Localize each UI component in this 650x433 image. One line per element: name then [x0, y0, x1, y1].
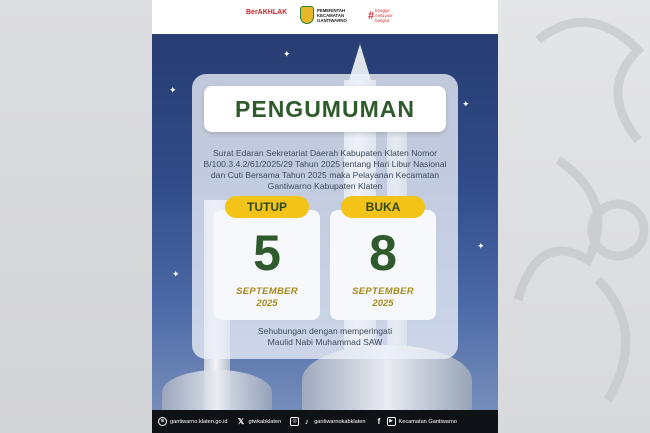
facebook-youtube-link[interactable]: f ▶ Kecamatan Gantiwarno: [375, 417, 457, 426]
kecamatan-logo: PEMERINTAH KECAMATAN GANTIWARNO: [300, 6, 347, 24]
tiktok-icon: ♪: [304, 416, 309, 426]
page-title: PENGUMUMAN: [235, 95, 415, 122]
hashtag-icon: #: [368, 9, 375, 22]
x-link[interactable]: 𝕏 gtwkabklaten: [237, 416, 282, 426]
ornament-pattern: [498, 0, 650, 433]
sparkle-icon: ✦: [477, 241, 485, 251]
announcement-description: Surat Edaran Sekretariat Daerah Kabupaten Klaten Nomor B/100.3.4.2/61/2025/29 Tahun 2025 tentang Hari Libur Nasional dan Cuti Bersama Tahun 2025 maka Pelayanan Kecamatan Gantiwarno Kabupaten Klaten: [203, 148, 447, 191]
open-month: SEPTEMBER: [352, 286, 414, 297]
open-date-box: [330, 210, 436, 320]
open-label: BUKA: [341, 196, 425, 218]
berakhlak-logo: BerAKHLAK: [246, 9, 288, 16]
sparkle-icon: ✦: [172, 269, 180, 279]
sparkle-icon: ✦: [462, 99, 470, 109]
facebook-icon: f: [377, 416, 381, 426]
occasion-note: Sehubungan dengan memperingati Maulid Nabi Muhammad SAW: [257, 326, 393, 347]
closed-year: 2025: [256, 298, 278, 309]
right-background-panel: [498, 0, 650, 433]
open-date-block: [330, 196, 436, 320]
website-link[interactable]: ⊕ gantiwarno.klaten.go.id: [158, 417, 228, 426]
title-box: [204, 86, 446, 132]
youtube-icon: ▶: [387, 417, 396, 426]
instagram-tiktok-link[interactable]: ◎ ♪ gantiwarnokabklaten: [290, 417, 365, 426]
globe-icon: ⊕: [158, 417, 167, 426]
closed-label: TUTUP: [225, 196, 309, 218]
x-icon: 𝕏: [237, 416, 245, 426]
open-day: 8: [369, 225, 397, 281]
mosque-dome: [162, 370, 272, 415]
closed-month: SEPTEMBER: [236, 286, 298, 297]
sparkle-icon: ✦: [283, 49, 291, 59]
closed-day: 5: [253, 225, 281, 281]
announcement-card: [192, 74, 458, 359]
social-footer: [152, 410, 498, 433]
regency-emblem-icon: [300, 6, 314, 24]
open-year: 2025: [372, 298, 394, 309]
announcement-poster: [152, 0, 498, 433]
closed-date-block: [214, 196, 320, 320]
closed-date-box: [214, 210, 320, 320]
left-background-panel: [0, 0, 152, 433]
instagram-icon: ◎: [290, 417, 299, 426]
header-bar: [152, 0, 498, 34]
sparkle-icon: ✦: [169, 85, 177, 95]
bangga-melayani-logo: # bangga melayani bangsa: [368, 8, 393, 23]
